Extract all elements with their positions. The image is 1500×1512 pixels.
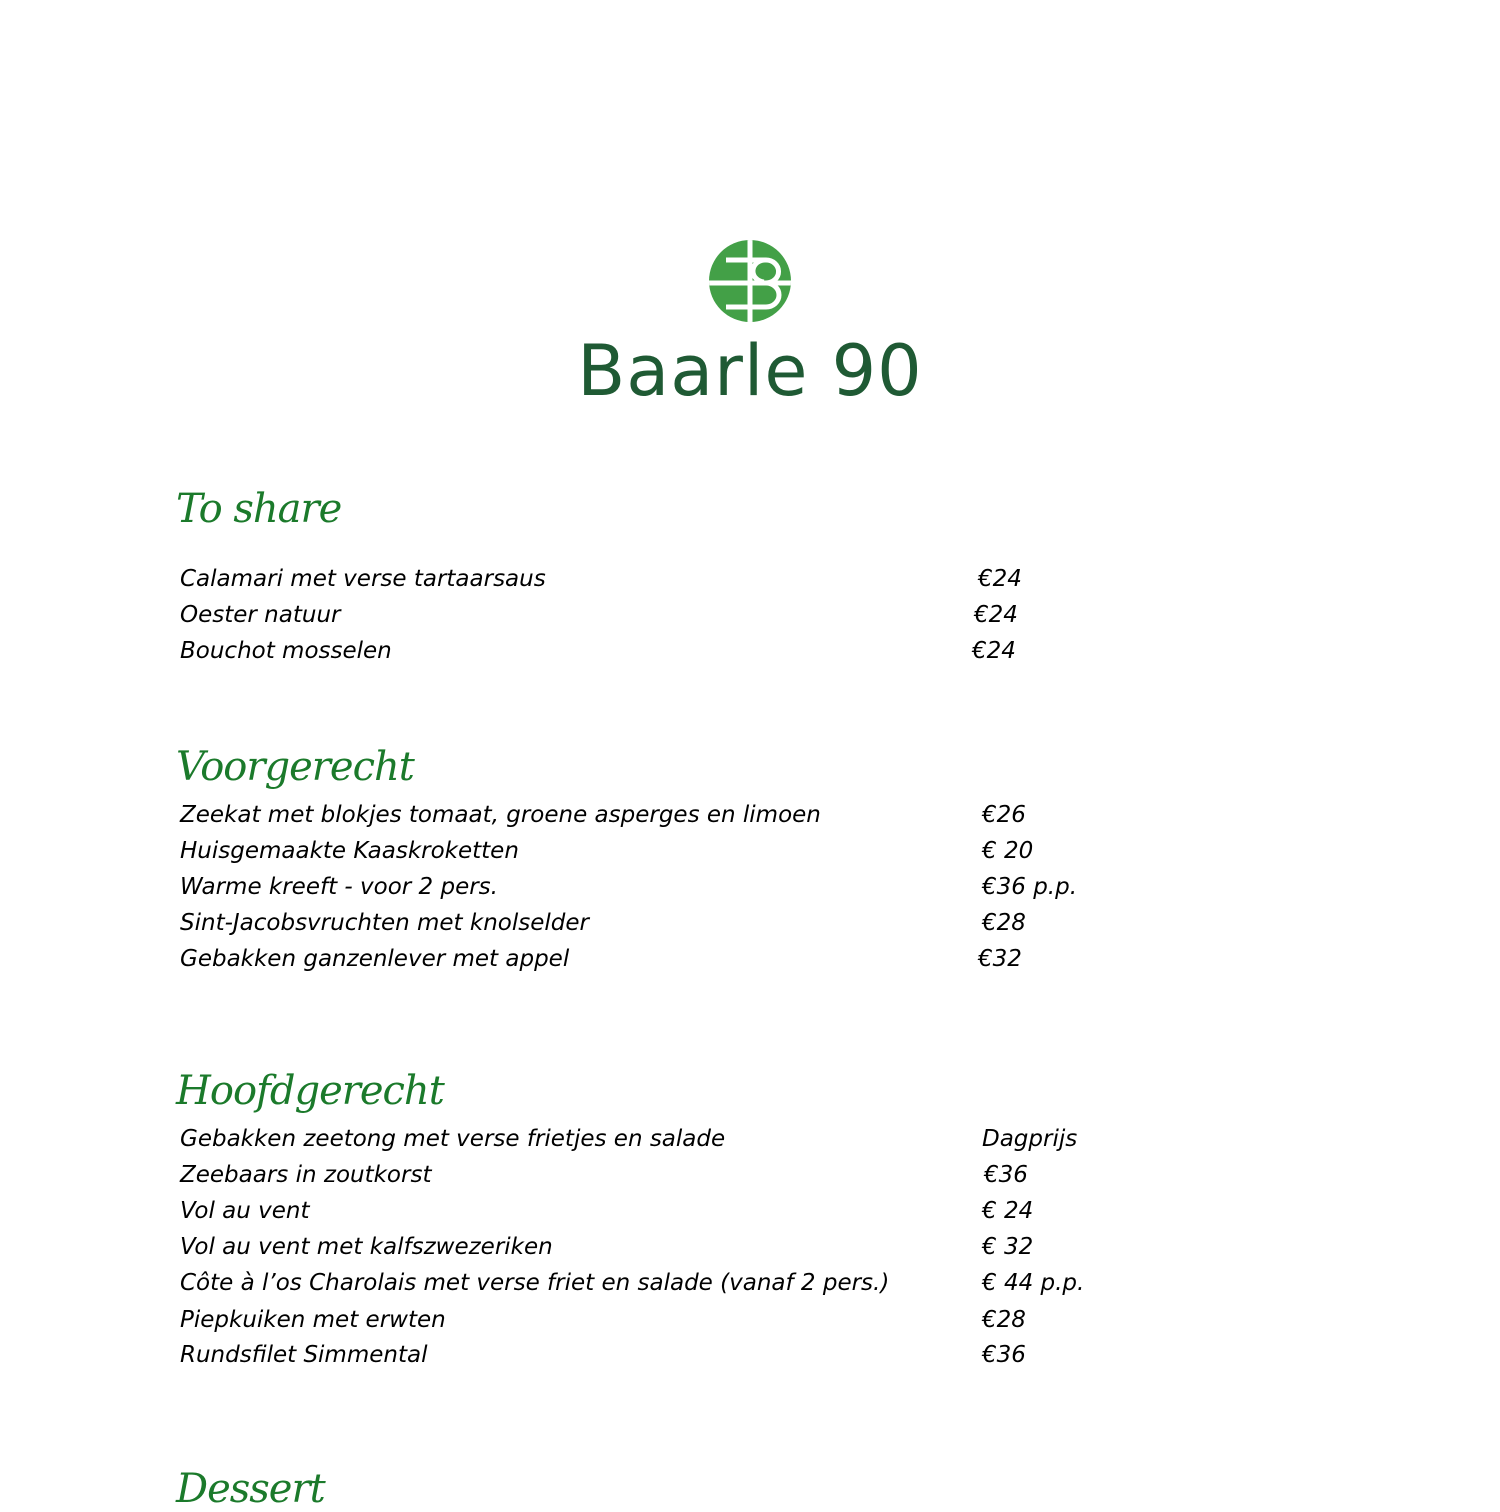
menu-item-name: Oester natuur	[180, 602, 341, 628]
menu-item-name: Gebakken zeetong met verse frietjes en salade	[180, 1126, 726, 1152]
logo-mark-icon	[708, 238, 792, 324]
menu-item-name: Vol au vent met kalfszwezeriken	[180, 1234, 553, 1260]
section-title-voorgerecht: Voorgerecht	[176, 744, 414, 790]
section-title-to-share: To share	[176, 486, 342, 532]
menu-item-name: Piepkuiken met erwten	[180, 1307, 446, 1333]
menu-item-price: Dagprijs	[982, 1126, 1078, 1152]
menu-item-price: €32	[978, 946, 1022, 972]
menu-item-name: Zeebaars in zoutkorst	[180, 1162, 432, 1188]
menu-item-price: €36	[984, 1162, 1028, 1188]
menu-item-name: Côte à l’os Charolais met verse friet en salade (vanaf 2 pers.)	[180, 1270, 890, 1296]
menu-item-name: Rundsfilet Simmental	[180, 1342, 428, 1368]
menu-item-price: €26	[982, 802, 1026, 828]
menu-item-price: €24	[972, 638, 1016, 664]
menu-item-name: Calamari met verse tartaarsaus	[180, 566, 546, 592]
menu-item-price: €28	[982, 910, 1026, 936]
menu-item-name: Bouchot mosselen	[180, 638, 392, 664]
menu-item-price: € 44 p.p.	[982, 1270, 1085, 1296]
menu-item-name: Zeekat met blokjes tomaat, groene asperges en limoen	[180, 802, 821, 828]
menu-item-price: €24	[978, 566, 1022, 592]
menu-item-name: Gebakken ganzenlever met appel	[180, 946, 570, 972]
menu-item-price: € 24	[982, 1198, 1034, 1224]
menu-item-price: €36	[982, 1342, 1026, 1368]
menu-item-name: Warme kreeft - voor 2 pers.	[180, 874, 498, 900]
menu-item-price: € 20	[982, 838, 1034, 864]
menu-item-name: Vol au vent	[180, 1198, 310, 1224]
menu-item-price: €36 p.p.	[982, 874, 1078, 900]
menu-item-name: Sint-Jacobsvruchten met knolselder	[180, 910, 589, 936]
menu-item-price: €24	[974, 602, 1018, 628]
restaurant-logo	[0, 238, 1500, 324]
section-title-hoofdgerecht: Hoofdgerecht	[176, 1068, 444, 1114]
section-title-dessert: Dessert	[176, 1466, 325, 1512]
menu-item-price: €28	[982, 1307, 1026, 1333]
menu-item-price: € 32	[982, 1234, 1034, 1260]
restaurant-name: Baarle 90	[577, 330, 923, 412]
menu-item-name: Huisgemaakte Kaaskroketten	[180, 838, 519, 864]
